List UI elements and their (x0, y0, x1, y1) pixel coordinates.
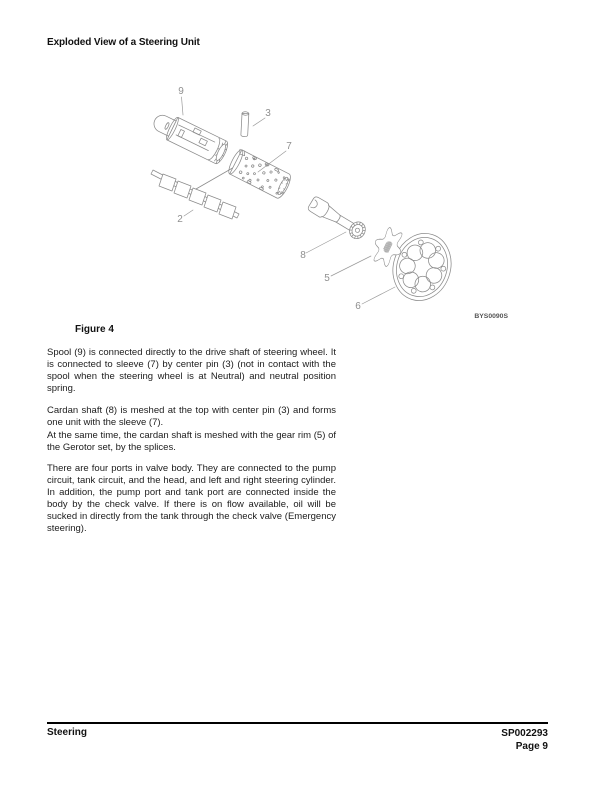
leader-8 (306, 232, 346, 253)
page-title: Exploded View of a Steering Unit (47, 37, 200, 48)
leader-9 (182, 97, 184, 115)
part-label-cardan-shaft: 8 (300, 250, 306, 261)
assembly-guide-line (196, 166, 236, 189)
sleeve-drawing (226, 148, 293, 200)
part-label-gear-rim: 5 (324, 273, 330, 284)
footer-page-number: Page 9 (515, 741, 548, 752)
leader-2 (184, 210, 193, 216)
springs-drawing (151, 170, 239, 219)
paragraph: Cardan shaft (8) is meshed at the top with center pin (3) and forms one unit with the sleeve (7). (47, 405, 336, 429)
figure-caption: Figure 4 (75, 324, 114, 335)
leader-6 (362, 287, 395, 304)
center-pin-drawing (241, 112, 249, 137)
leader-3 (253, 118, 265, 126)
body-text (47, 347, 336, 545)
figure-image-code: BYS0090S (474, 313, 508, 320)
paragraph: At the same time, the cardan shaft is meshed with the gear rim (5) of the Gerotor set, by the splices. (47, 429, 336, 453)
paragraph: Spool (9) is connected directly to the drive shaft of steering wheel. It is connected to sleeve (7) by center pin (3) (not in contact with the spool when the steering wheel is at Neutral) and neutral position spring. (47, 347, 336, 395)
part-label-springs: 2 (177, 214, 183, 225)
footer-rule (47, 722, 548, 724)
figure-area (140, 75, 540, 325)
leader-5 (331, 256, 371, 276)
spool-drawing (149, 109, 230, 166)
footer-doc-info (501, 727, 548, 753)
footer-section: Steering (47, 727, 88, 738)
part-label-sleeve: 7 (286, 141, 292, 152)
part-label-gerotor-ring: 6 (355, 301, 361, 312)
part-label-center-pin: 3 (265, 108, 271, 119)
paragraph: There are four ports in valve body. They are connected to the pump circuit, tank circuit, and the head, and left and right steering cylinder. In addition, the pump port and tank port are connected inside the body by the check valve. If there is on flow available, oil will be sucked in directly from the tank through the check valve (Emergency steering). (47, 462, 336, 535)
part-label-spool: 9 (178, 86, 184, 97)
footer-doc-code: SP002293 (501, 728, 548, 739)
cardan-shaft-drawing (307, 195, 369, 241)
exploded-view-figure (140, 75, 540, 325)
